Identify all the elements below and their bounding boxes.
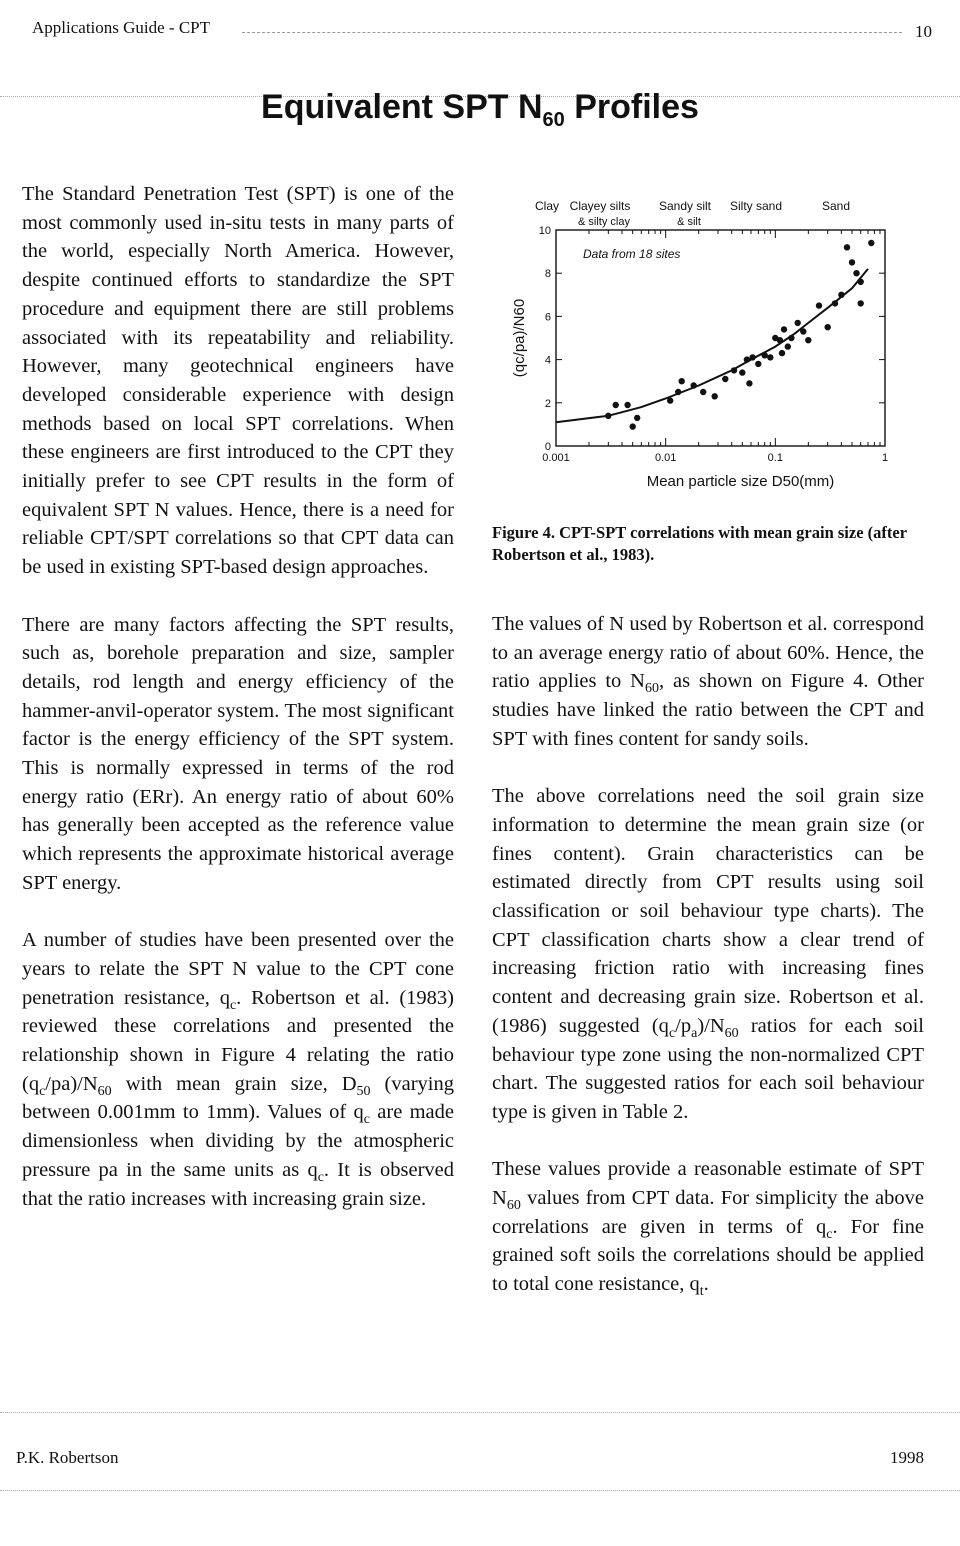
plot-frame [556,230,885,446]
chart-svg [500,188,920,508]
y-tick-label: 8 [544,268,551,281]
data-point [667,397,673,403]
x-tick-label: 0.001 [542,452,570,464]
data-point [722,376,728,382]
data-point [844,244,850,250]
data-point [691,382,697,388]
y-axis-label: (qc/pa)/N60 [511,298,528,378]
soil-type-sublabel: & silt [677,216,701,228]
data-point [853,270,859,276]
y-tick-label: 6 [544,311,551,324]
footer-year: 1998 [890,1448,924,1467]
data-point [858,300,864,306]
scan-artifact-line [0,1490,960,1491]
data-point [868,240,874,246]
page-number: 10 [915,22,932,41]
y-tick-label: 0 [544,441,551,453]
soil-type-label: Silty sand [729,199,783,213]
x-axis-label: Mean particle size D50(mm) [646,473,835,490]
data-point [700,389,706,395]
data-point [825,324,831,330]
left-column [22,180,454,1242]
data-point [805,337,811,343]
soil-type-label: Clayey silts [569,199,631,213]
trend-line [556,269,868,422]
data-point [832,300,838,306]
data-point [634,415,640,421]
data-point [785,343,791,349]
chart-annotation: Data from 18 sites [583,247,681,261]
paragraph: The above correlations need the soil grain size information to determine the mean grain size (or fines content). Grain characteristics can be estimated directly from CPT results using soil classification or soil behaviour type charts). The CPT classification charts show a clear trend of increasing friction ratio with increasing fines content and decreasing grain size. Robertson et al. (1986) suggested $(q_c/p_a)/N_{60}$ ratios for each soil behaviour type zone using the non-normalized CPT chart. The suggested ratios for each soil behaviour type is given in Table 2. [492,785,924,1123]
page-header [32,18,932,44]
data-point [630,423,636,429]
data-point [762,352,768,358]
page-footer [16,1448,924,1472]
header-title: Applications Guide - CPT [32,18,211,37]
x-tick-label: 0.1 [767,452,783,464]
data-point [779,350,785,356]
soil-type-label: Clay [534,199,560,213]
data-point [767,354,773,360]
paragraph: There are many factors affecting the SPT results, such as, borehole preparation and size, sampler details, rod length and energy efficiency of the hammer-anvil-operator system. The most significant factor is the energy efficiency of the SPT system. This is normally expressed in terms of the rod energy ratio (ERr). An energy ratio of about 60% has generally been accepted as the reference value which represents the approximate historical average SPT energy. [22,613,454,894]
footer-author: P.K. Robertson [16,1448,119,1467]
scan-artifact-line [0,1412,960,1413]
data-point [800,328,806,334]
paragraph: The Standard Penetration Test (SPT) is one of the most commonly used in-situ tests in many parts of the world, especially North America. However, despite continued efforts to standardize the SPT procedure and equipment there are still problems associated with its repeatability and reliability. However, many geotechnical engineers have developed considerable experience with design methods based on local SPT correlations. When these engineers are first introduced to the CPT they initially prefer to see CPT results in the form of equivalent SPT N values. Hence, there is a need for reliable CPT/SPT correlations so that CPT data can be used in existing SPT-based design approaches. [22,183,454,579]
soil-type-label: Sandy silt [658,199,712,213]
data-point [749,354,755,360]
data-point [744,356,750,362]
x-tick-label: 1 [881,452,889,464]
right-column [492,610,924,1328]
data-point [679,378,685,384]
data-point [795,320,801,326]
soil-type-sublabel: & silty clay [578,216,630,228]
page-title: Equivalent SPT $N_{60}$ Profiles [261,88,699,131]
y-tick-label: 4 [544,354,551,367]
data-point [838,292,844,298]
soil-type-label: Sand [821,199,851,213]
data-point [849,259,855,265]
data-point [624,402,630,408]
data-point [731,367,737,373]
figure-caption: Figure 4. CPT-SPT correlations with mean grain size (after Robertson et al., 1983). [492,523,907,564]
data-point [712,393,718,399]
data-point [781,326,787,332]
data-point [788,335,794,341]
data-point [739,369,745,375]
data-point [605,413,611,419]
data-point [613,402,619,408]
data-point [777,337,783,343]
data-point [675,389,681,395]
paragraph: A number of studies have been presented over the years to relate the SPT N value to the CPT cone penetration resistance, $q_c$. Robertson et al. (1983) reviewed these correlations and presented the relationship shown in Figure 4 relating the ratio $(q_c/pa)/N_{60}$ with mean grain size, $D_{50}$ (varying between 0.001mm to 1mm). Values of $q_c$ are made dimensionless when dividing by the atmospheric pressure pa in the same units as $q_c$. It is observed that the ratio increases with increasing grain size. [22,929,455,1210]
y-tick-label: 10 [538,225,551,237]
y-tick-label: 2 [544,397,551,410]
header-rule [242,32,902,33]
figure-4-chart [500,188,920,508]
data-point [858,279,864,285]
data-point [746,380,752,386]
x-tick-label: 0.01 [654,452,677,464]
paragraph: These values provide a reasonable estimate of SPT $N_{60}$ values from CPT data. For simplicity the above correlations are given in terms of $q_c$. For fine grained soft soils the correlations should be applied to total cone resistance, $q_t$. [492,1158,924,1300]
paragraph: The values of N used by Robertson et al. correspond to an average energy ratio of about 60%. Hence, the ratio applies to $N_{60}$, as shown on Figure 4. Other studies have linked the ratio between the CPT and SPT with fines content for sandy soils. [492,613,924,750]
data-point [816,302,822,308]
data-point [755,361,761,367]
